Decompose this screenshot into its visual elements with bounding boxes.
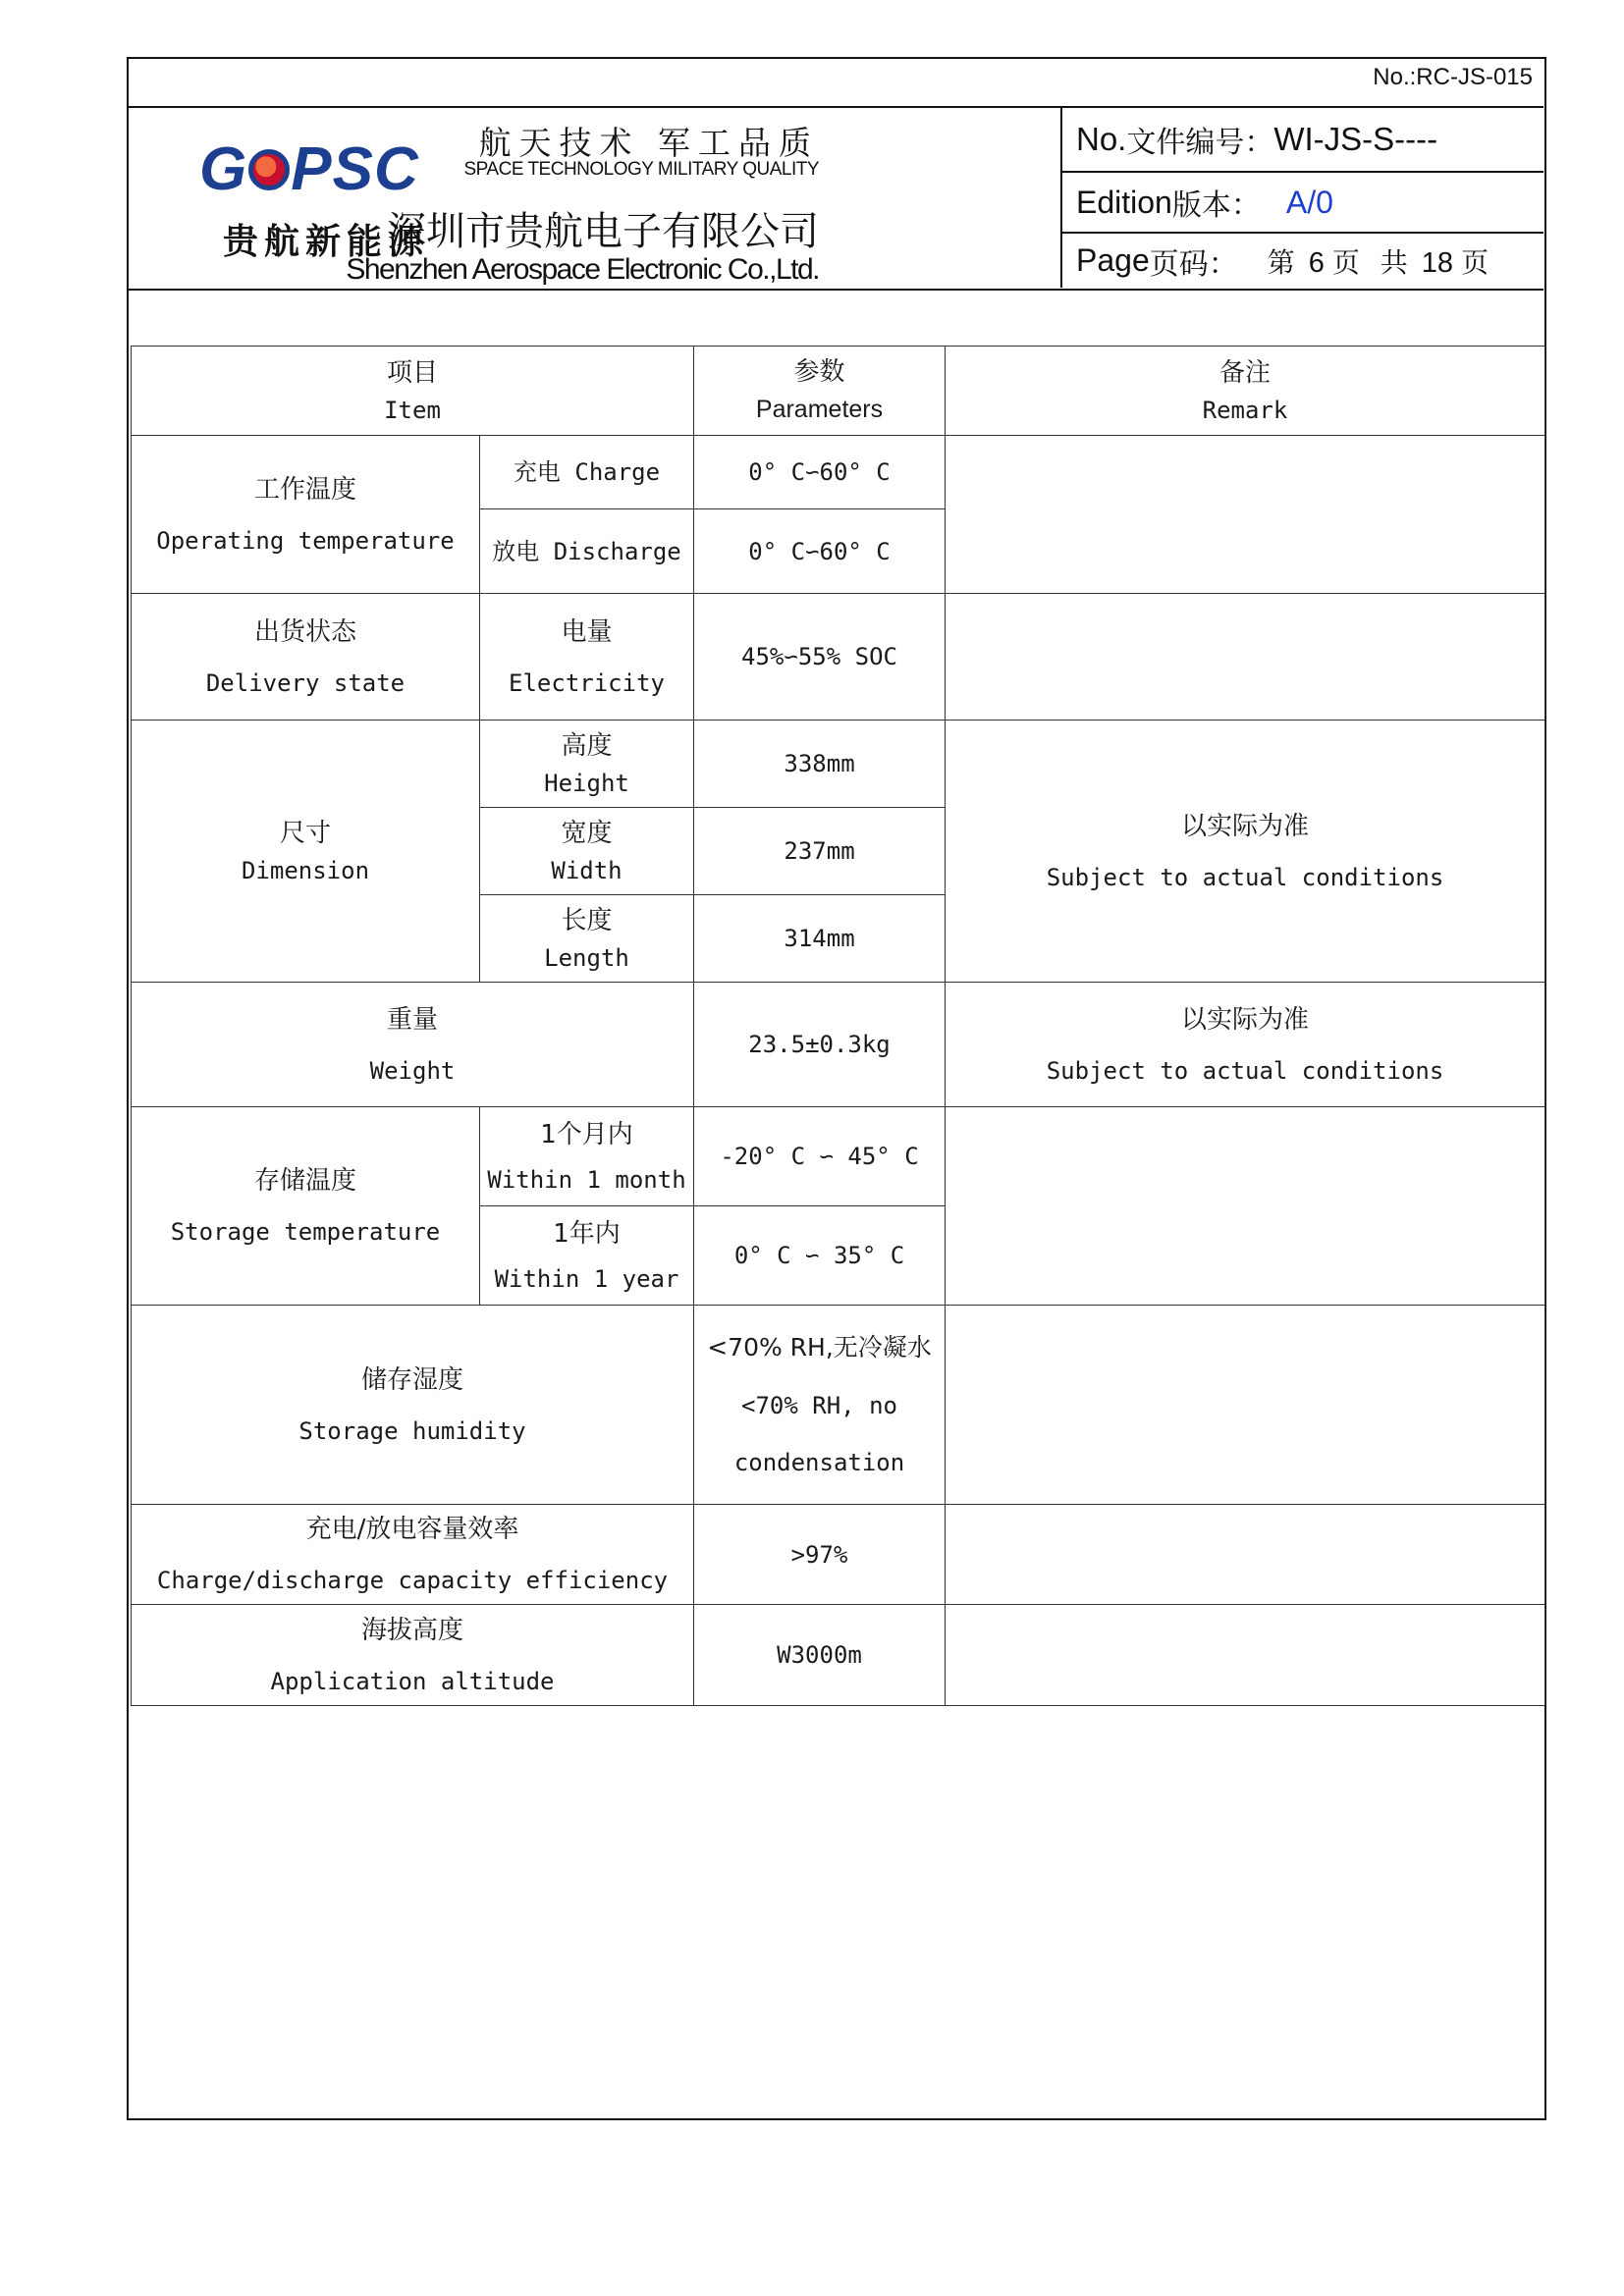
year-value-cell bbox=[694, 1206, 946, 1306]
weight-item-cell bbox=[132, 983, 694, 1107]
efficiency-item-cell bbox=[132, 1505, 694, 1605]
delivery-item-cn: 出货状态 bbox=[253, 616, 356, 647]
humidity-value-en-1: <70% RH, no bbox=[741, 1391, 897, 1419]
delivery-sub-cn: 电量 bbox=[561, 616, 613, 647]
file-number-row bbox=[1062, 108, 1543, 173]
length-label-cell bbox=[480, 895, 694, 983]
height-label-cn: 高度 bbox=[561, 730, 613, 761]
height-label-cell bbox=[480, 721, 694, 808]
page-suffix: 页 bbox=[1461, 245, 1495, 279]
dimension-item-cn: 尺寸 bbox=[279, 818, 331, 848]
edition-value: A/0 bbox=[1285, 184, 1333, 220]
edition-row bbox=[1062, 173, 1543, 234]
header-item-cn: 项目 bbox=[387, 357, 439, 388]
height-value: 338mm bbox=[784, 750, 855, 777]
header-remark-en: Remark bbox=[1202, 396, 1288, 424]
weight-remark-cell bbox=[946, 983, 1545, 1107]
document-header bbox=[129, 106, 1543, 291]
humidity-item-en: Storage humidity bbox=[298, 1416, 526, 1445]
altitude-item-cn: 海拔高度 bbox=[361, 1615, 464, 1645]
page-current: 6 bbox=[1308, 246, 1325, 279]
delivery-value-cell bbox=[694, 594, 946, 721]
table-row bbox=[132, 1107, 1545, 1206]
table-row bbox=[132, 721, 1545, 808]
header-param-en: Parameters bbox=[755, 395, 884, 423]
document-meta-box bbox=[1060, 108, 1543, 288]
dimension-remark-cn: 以实际为准 bbox=[1181, 811, 1310, 841]
month-value-cell bbox=[694, 1107, 946, 1206]
year-label-en: Within 1 year bbox=[494, 1264, 679, 1293]
header-remark-cell bbox=[946, 347, 1545, 436]
logo-globe-icon bbox=[248, 149, 290, 190]
discharge-label-cell bbox=[480, 509, 694, 594]
charge-value: 0° C∽60° C bbox=[748, 458, 891, 486]
discharge-label: 放电 Discharge bbox=[492, 537, 681, 565]
altitude-value: W3000m bbox=[777, 1641, 862, 1669]
operating-item-en: Operating temperature bbox=[156, 526, 455, 555]
table-row bbox=[132, 436, 1545, 509]
month-label-cn: 1个月内 bbox=[540, 1119, 633, 1149]
length-value: 314mm bbox=[784, 925, 855, 952]
header-param-cell bbox=[694, 347, 946, 436]
length-label-cn: 长度 bbox=[561, 905, 613, 935]
width-label-cn: 宽度 bbox=[561, 818, 613, 848]
storage-temp-item-en: Storage temperature bbox=[170, 1218, 441, 1246]
page-total: 18 bbox=[1421, 246, 1454, 279]
page-row bbox=[1062, 234, 1543, 288]
storage-temp-item-cn: 存储温度 bbox=[253, 1166, 356, 1196]
month-value: -20° C ∽ 45° C bbox=[720, 1143, 919, 1170]
month-label-en: Within 1 month bbox=[487, 1165, 686, 1194]
efficiency-item-cn: 充电/放电容量效率 bbox=[305, 1515, 519, 1544]
delivery-remark-cell bbox=[946, 594, 1545, 721]
operating-item-cell bbox=[132, 436, 480, 594]
charge-label: 充电 Charge bbox=[513, 458, 661, 486]
humidity-value-cell bbox=[694, 1306, 946, 1505]
company-name-english: Shenzhen Aerospace Electronic Co.,Ltd. bbox=[346, 253, 819, 286]
humidity-item-cn: 储存湿度 bbox=[361, 1364, 464, 1395]
slogan-chinese: 航天技术 军工品质 bbox=[478, 124, 819, 162]
year-value: 0° C ∽ 35° C bbox=[733, 1242, 905, 1269]
weight-value: 23.5±0.3kg bbox=[748, 1031, 891, 1058]
length-value-cell bbox=[694, 895, 946, 983]
delivery-value: 45%∽55% SOC bbox=[741, 643, 897, 670]
file-number-value: WI-JS-S---- bbox=[1273, 121, 1438, 157]
weight-value-cell bbox=[694, 983, 946, 1107]
file-number-label-cn: 文件编号： bbox=[1126, 126, 1274, 160]
table-row bbox=[132, 1505, 1545, 1605]
operating-item-cn: 工作温度 bbox=[253, 474, 356, 505]
page-counter bbox=[1268, 241, 1494, 281]
weight-item-en: Weight bbox=[369, 1056, 456, 1085]
discharge-value-cell bbox=[694, 509, 946, 594]
page-label-cn: 页码： bbox=[1149, 246, 1238, 282]
dimension-remark-cell bbox=[946, 721, 1545, 983]
header-item-en: Item bbox=[384, 396, 441, 424]
edition-label-cn: 版本： bbox=[1171, 188, 1261, 223]
table-header-row bbox=[132, 347, 1545, 436]
dimension-item-en: Dimension bbox=[241, 856, 370, 884]
logo-mark: G PSC bbox=[199, 135, 419, 203]
humidity-item-cell bbox=[132, 1306, 694, 1505]
header-param-cn: 参数 bbox=[793, 356, 845, 387]
storage-temp-item-cell bbox=[132, 1107, 480, 1306]
humidity-value-cn: <70% RH,无冷凝水 bbox=[707, 1333, 932, 1362]
altitude-item-cell bbox=[132, 1605, 694, 1706]
year-label-cn: 1年内 bbox=[553, 1218, 621, 1249]
height-label-en: Height bbox=[544, 769, 629, 797]
year-label-cell bbox=[480, 1206, 694, 1306]
width-value-cell bbox=[694, 808, 946, 895]
dimension-item-cell bbox=[132, 721, 480, 983]
month-label-cell bbox=[480, 1107, 694, 1206]
width-label-en: Width bbox=[551, 856, 623, 884]
humidity-remark-cell bbox=[946, 1306, 1545, 1505]
weight-item-cn: 重量 bbox=[387, 1004, 439, 1035]
delivery-item-en: Delivery state bbox=[205, 668, 406, 697]
efficiency-item-en: Charge/discharge capacity efficiency bbox=[156, 1567, 669, 1594]
operating-remark-cell bbox=[946, 436, 1545, 594]
efficiency-value-cell bbox=[694, 1505, 946, 1605]
weight-remark-en: Subject to actual conditions bbox=[1046, 1056, 1444, 1085]
table-row bbox=[132, 1605, 1545, 1706]
table-row bbox=[132, 983, 1545, 1107]
dimension-remark-en: Subject to actual conditions bbox=[1046, 863, 1444, 891]
altitude-remark-cell bbox=[946, 1605, 1545, 1706]
slogan-english: SPACE TECHNOLOGY MILITARY QUALITY bbox=[463, 159, 819, 180]
discharge-value: 0° C∽60° C bbox=[748, 537, 891, 565]
table-row bbox=[132, 1306, 1545, 1505]
length-label-en: Length bbox=[544, 943, 629, 972]
charge-label-cell bbox=[480, 436, 694, 509]
charge-value-cell bbox=[694, 436, 946, 509]
delivery-sub-cell bbox=[480, 594, 694, 721]
efficiency-remark-cell bbox=[946, 1505, 1545, 1605]
spec-table bbox=[131, 346, 1545, 1706]
header-remark-cn: 备注 bbox=[1219, 357, 1272, 388]
weight-remark-cn: 以实际为准 bbox=[1181, 1004, 1310, 1035]
width-value: 237mm bbox=[784, 837, 855, 865]
storage-temp-remark-cell bbox=[946, 1107, 1545, 1306]
table-row bbox=[132, 594, 1545, 721]
altitude-item-en: Application altitude bbox=[270, 1667, 555, 1695]
file-number-label-en: No. bbox=[1076, 121, 1127, 157]
page-prefix: 第 bbox=[1267, 245, 1301, 279]
page-mid: 页 共 bbox=[1331, 245, 1414, 279]
height-value-cell bbox=[694, 721, 946, 808]
width-label-cell bbox=[480, 808, 694, 895]
company-name-chinese: 深圳市贵航电子有限公司 bbox=[387, 209, 819, 254]
logo-chinese-name: 贵航新能源 bbox=[223, 222, 430, 262]
humidity-value-en-2: condensation bbox=[733, 1448, 905, 1476]
delivery-sub-en: Electricity bbox=[509, 668, 665, 697]
doc-number: No.:RC-JS-015 bbox=[1373, 64, 1533, 90]
edition-label-en: Edition bbox=[1076, 184, 1172, 220]
page-label-en: Page bbox=[1076, 242, 1150, 278]
delivery-item-cell bbox=[132, 594, 480, 721]
efficiency-value: >97% bbox=[790, 1540, 848, 1569]
header-item-cell bbox=[132, 347, 694, 436]
altitude-value-cell bbox=[694, 1605, 946, 1706]
